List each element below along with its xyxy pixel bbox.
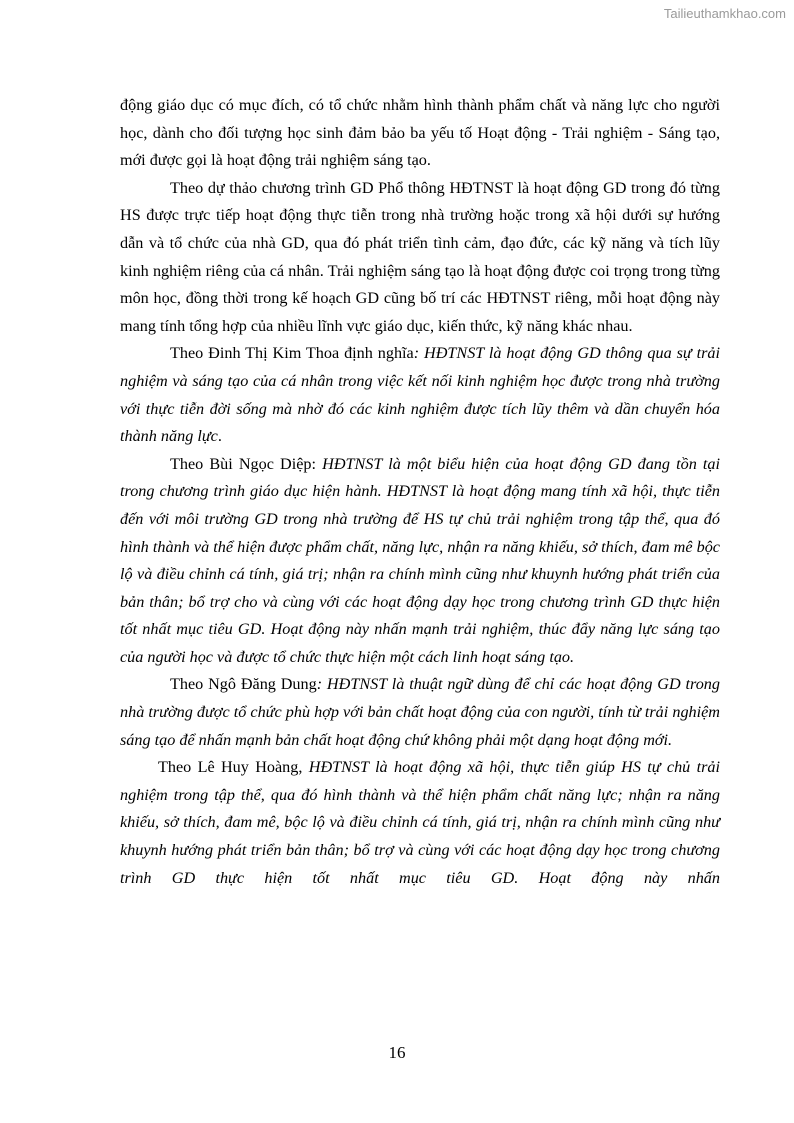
paragraph-3-tail: . bbox=[217, 427, 222, 446]
paragraph-2-text: Theo dự thảo chương trình GD Phổ thông HĐTNST là hoạt động GD trong đó từng HS được trực tiếp hoạt động thực tiễn trong nhà trường hoặc trong xã hội dưới sự hướng dẫn và tổ chức của nhà GD, qua đó phát triển tình cảm, đạo đức, các kỹ năng và tích lũy kinh nghiệm riêng của cá nhân. Trải nghiệm sáng tạo là hoạt động được coi trọng trong từng môn học, đồng thời trong kế hoạch GD cũng bố trí các HĐTNST riêng, mỗi hoạt động này mang tính tổng hợp của nhiều lĩnh vực giáo dục, kiến thức, kỹ năng khác nhau. bbox=[120, 178, 720, 335]
paragraph-5-lead: Theo Ngô Đăng Dung bbox=[170, 675, 317, 694]
page-number: 16 bbox=[388, 1043, 406, 1062]
paragraph-5-definition: : HĐTNST là thuật ngữ dùng để chỉ các hoạt động GD trong nhà trường được tổ chức phù hợp với bản chất hoạt động của con người, tính từ trải nghiệm sáng tạo để nhấn mạnh bản chất hoạt động chứ không phải một dạng hoạt động mới. bbox=[120, 675, 720, 749]
paragraph-4 bbox=[120, 451, 720, 672]
paragraph-3-lead: Theo Đinh Thị Kim Thoa định nghĩa bbox=[170, 344, 414, 363]
paragraph-1-text: động giáo dục có mục đích, có tổ chức nhằm hình thành phẩm chất và năng lực cho người học, dành cho đối tượng học sinh đảm bảo ba yếu tố Hoạt động - Trải nghiệm - Sáng tạo, mới được gọi là hoạt động trải nghiệm sáng tạo. bbox=[120, 96, 720, 170]
watermark: Tailieuthamkhao.com bbox=[663, 6, 786, 21]
paragraph-1 bbox=[120, 92, 720, 175]
paragraph-4-lead: Theo Bùi Ngọc Diệp: bbox=[170, 454, 323, 473]
paragraph-3-definition: : HĐTNST là hoạt động GD thông qua sự trải nghiệm và sáng tạo của cá nhân trong việc kết nối kinh nghiệm học được trong nhà trường với thực tiễn đời sống mà nhờ đó các kinh nghiệm được tích lũy thêm và dần chuyển hóa thành năng lực bbox=[120, 344, 720, 446]
paragraph-2 bbox=[120, 175, 720, 341]
paragraph-6-lead: Theo Lê Huy Hoàng, bbox=[158, 758, 309, 777]
paragraph-6-definition: HĐTNST là hoạt động xã hội, thực tiễn giúp HS tự chủ trải nghiệm trong tập thể, qua đó hình thành và thể hiện phẩm chất năng lực; nhận ra năng khiếu, sở thích, đam mê, bộc lộ và điều chỉnh cá tính, giá trị, nhận ra chính mình cũng như khuynh hướng phát triển bản thân; bổ trợ và cùng với các hoạt động dạy học trong chương trình GD thực hiện tốt nhất mục tiêu GD. Hoạt động này nhấn bbox=[120, 758, 720, 887]
paragraph-4-definition: HĐTNST là một biểu hiện của hoạt động GD đang tồn tại trong chương trình giáo dục hiện hành. HĐTNST là hoạt động mang tính xã hội, thực tiễn đến với môi trường GD trong nhà trường để HS tự chủ trải nghiệm trong tập thể, qua đó hình thành và thể hiện được phẩm chất, năng lực, nhận ra năng khiếu, sở thích, đam mê bộc lộ và điều chỉnh cá tính, giá trị; nhận ra chính mình cũng như khuynh hướng phát triển của bản thân; bổ trợ cho và cùng với các hoạt động dạy học trong chương trình GD thực hiện tốt nhất mục tiêu GD. Hoạt động này nhấn mạnh trải nghiệm, thúc đẩy năng lực sáng tạo của người học và được tổ chức thực hiện một cách linh hoạt sáng tạo. bbox=[120, 454, 720, 666]
paragraph-5 bbox=[120, 671, 720, 754]
document-body bbox=[120, 92, 720, 920]
paragraph-3 bbox=[120, 340, 720, 450]
paragraph-6 bbox=[120, 754, 720, 920]
